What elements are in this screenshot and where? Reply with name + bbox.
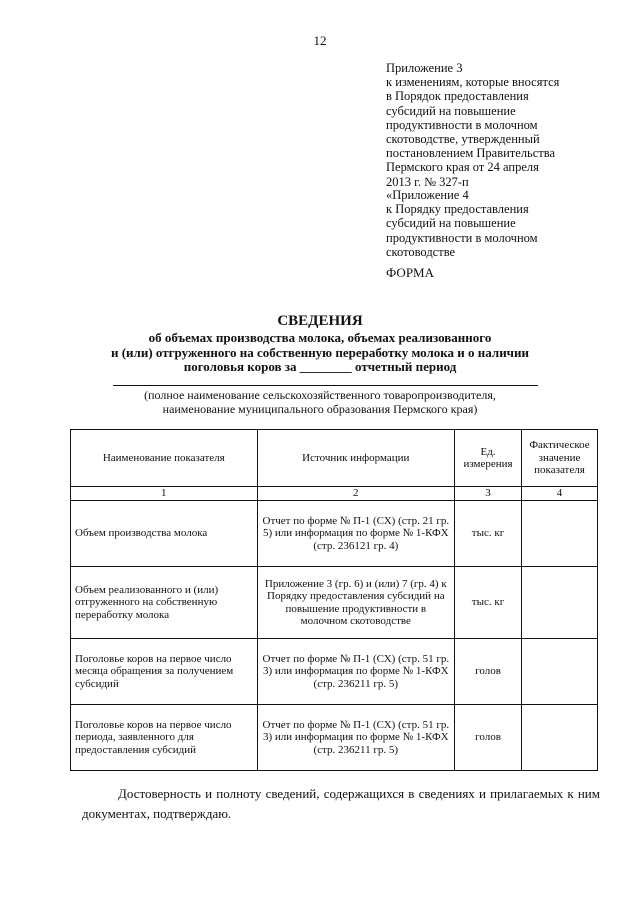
annex-3-line: 2013 г. № 327-п: [386, 174, 469, 189]
subtitle-line: поголовья коров за ________ отчетный период: [183, 359, 457, 374]
indicator-unit: тыс. кг: [455, 567, 522, 639]
indicator-source: Отчет по форме № П-1 (СХ) (стр. 21 гр. 5) или информация по форме № 1-КФХ (стр. 236121 гр. 4): [257, 501, 455, 567]
table-row: [71, 567, 598, 639]
table-header-row: [71, 430, 598, 487]
caption-line: наименование муниципального образования Пермского края): [162, 401, 478, 416]
document-subtitle: [60, 331, 580, 375]
indicator-name: Поголовье коров на первое число месяца обращения за получением субсидий: [71, 639, 258, 705]
indicator-value: [522, 705, 598, 771]
producer-name-caption: [60, 389, 580, 416]
indicator-unit: тыс. кг: [455, 501, 522, 567]
table-row: [71, 639, 598, 705]
table-row: [71, 501, 598, 567]
confirmation-statement: Достоверность и полноту сведений, содержащихся в сведениях и прилагаемых к ним документах, подтверждаю.: [82, 786, 600, 821]
indicator-unit: голов: [455, 705, 522, 771]
annex-3-line: постановлением Правительства: [386, 146, 556, 161]
header-unit: Ед. измерения: [455, 430, 522, 487]
annex-3-line: Приложение 3: [386, 61, 463, 75]
header-actual-value: Фактическое значение показателя: [522, 430, 598, 487]
page-number: 12: [313, 33, 327, 48]
annex-3-line: Пермского края от 24 апреля: [386, 160, 539, 175]
annex-3-line: в Порядок предоставления: [386, 89, 529, 104]
indicator-value: [522, 639, 598, 705]
indicator-value: [522, 501, 598, 567]
indicators-table: [70, 429, 598, 771]
caption-line: (полное наименование сельскохозяйственного товаропроизводителя,: [144, 388, 496, 402]
annex-3-reference: [386, 61, 606, 189]
annex-4-reference: [386, 188, 606, 259]
annex-4-line: продуктивности в молочном: [386, 230, 538, 245]
column-number: 1: [71, 487, 258, 501]
indicator-unit: голов: [455, 639, 522, 705]
subtitle-line: об объемах производства молока, объемах реализованного: [148, 330, 492, 345]
document-title: СВЕДЕНИЯ: [277, 313, 363, 329]
annex-4-line: к Порядку предоставления: [386, 202, 529, 217]
indicator-name: Объем производства молока: [71, 501, 258, 567]
header-indicator-name: Наименование показателя: [71, 430, 258, 487]
table-row: [71, 705, 598, 771]
indicator-name: Объем реализованного и (или) отгруженного на собственную переработку молока: [71, 567, 258, 639]
form-label: ФОРМА: [386, 265, 434, 280]
annex-3-line: субсидий на повышение: [386, 103, 516, 118]
indicator-name: Поголовье коров на первое число периода, заявленного для предоставления субсидий: [71, 705, 258, 771]
producer-name-line: [113, 385, 538, 386]
annex-3-line: скотоводстве, утвержденный: [386, 132, 540, 147]
annex-4-line: субсидий на повышение: [386, 216, 516, 231]
indicator-source: Приложение 3 (гр. 6) и (или) 7 (гр. 4) к Порядку предоставления субсидий на повышение продуктивности в молочном скотоводстве: [257, 567, 455, 639]
indicator-source: Отчет по форме № П-1 (СХ) (стр. 51 гр. 3) или информация по форме № 1-КФХ (стр. 236211 гр. 5): [257, 705, 455, 771]
annex-3-line: продуктивности в молочном: [386, 117, 538, 132]
indicator-source: Отчет по форме № П-1 (СХ) (стр. 51 гр. 3) или информация по форме № 1-КФХ (стр. 236211 гр. 5): [257, 639, 455, 705]
annex-4-line: «Приложение 4: [386, 188, 469, 202]
table-number-row: [71, 487, 598, 501]
subtitle-line: и (или) отгруженного на собственную переработку молока и о наличии: [110, 344, 529, 360]
indicator-value: [522, 567, 598, 639]
annex-4-line: скотоводстве: [386, 244, 456, 259]
header-source: Источник информации: [257, 430, 455, 487]
column-number: 2: [257, 487, 455, 501]
column-number: 3: [455, 487, 522, 501]
annex-3-line: к изменениям, которые вносятся: [386, 75, 560, 90]
column-number: 4: [522, 487, 598, 501]
